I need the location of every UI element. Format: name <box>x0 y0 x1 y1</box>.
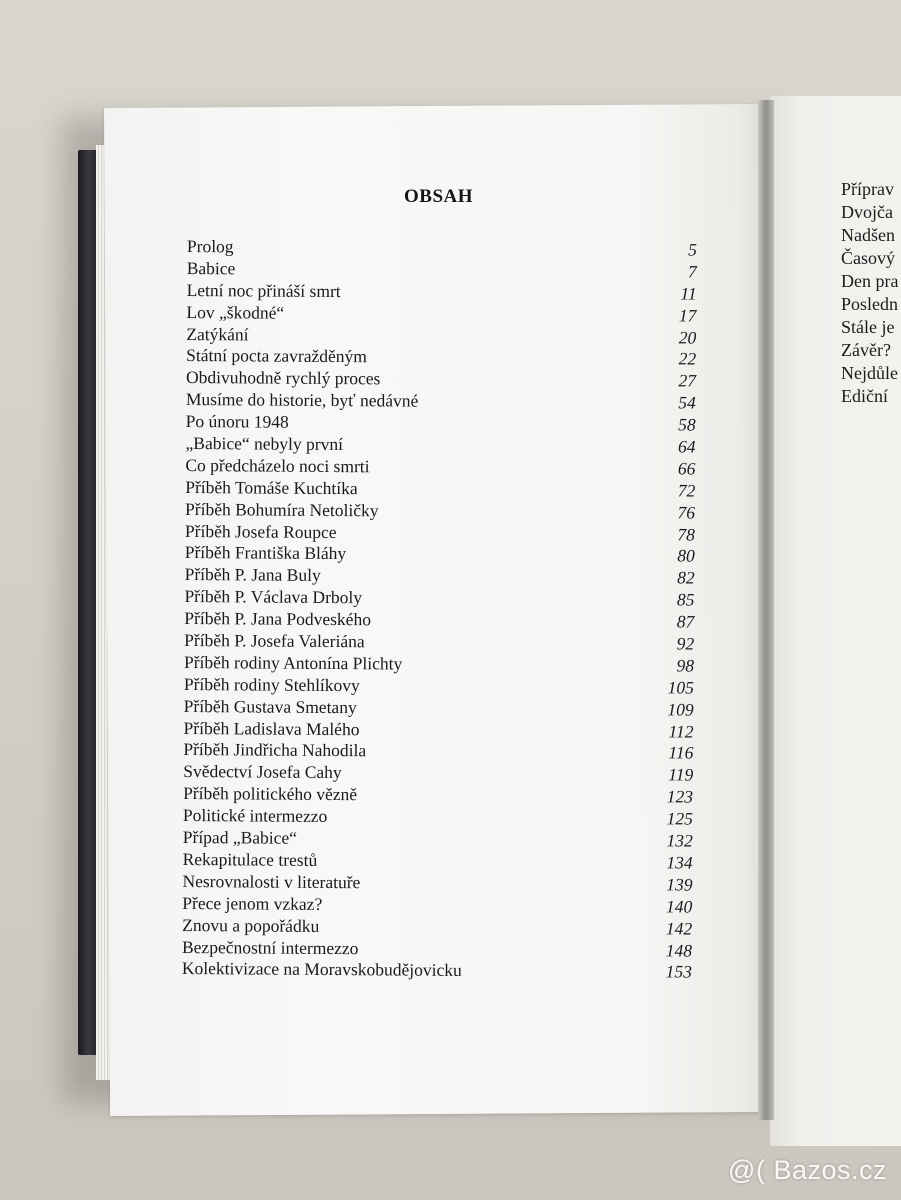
toc-entry-page-number: 125 <box>666 808 694 829</box>
toc-entry-page-number: 132 <box>666 830 693 851</box>
toc-entry-label: Prolog <box>186 236 234 257</box>
toc-entry-label: Příběh P. Josefa Valeriána <box>184 630 365 652</box>
toc-entry-page-number: 64 <box>677 436 696 457</box>
site-watermark: @( Bazos.cz <box>728 1155 887 1185</box>
book-gutter <box>758 100 774 1120</box>
toc-entry-label: Příběh Gustava Smetany <box>183 695 357 717</box>
toc-entry-label: Bezpečnostní intermezzo <box>181 936 359 958</box>
toc-entry-label: Rekapitulace trestů <box>182 848 318 870</box>
toc-entry-label: Obdivuhodně rychlý proces <box>185 367 381 389</box>
toc-entry-page-number: 17 <box>678 305 697 326</box>
toc-entry-page-number: 58 <box>678 414 696 435</box>
right-toc-entry: Dvojča <box>841 202 893 222</box>
toc-entry-page-number: 82 <box>677 567 695 588</box>
toc-entry-label: Co předcházelo noci smrti <box>185 454 370 477</box>
toc-entry-page-number: 148 <box>665 939 693 961</box>
toc-entry-page-number: 76 <box>677 502 696 523</box>
table-of-contents <box>182 236 697 984</box>
toc-entry-page-number: 66 <box>677 458 696 479</box>
toc-entry-page-number: 142 <box>665 917 693 939</box>
toc-entry-page-number: 109 <box>667 699 694 720</box>
toc-entry-page-number: 54 <box>678 392 696 413</box>
toc-entry-label: Přece jenom vzkaz? <box>182 892 323 914</box>
toc-entry-page-number: 72 <box>677 480 696 501</box>
toc-entry-label: Příběh Bohumíra Netoličky <box>185 498 379 521</box>
right-toc-entry: Příprav <box>841 179 894 199</box>
toc-entry-label: „Babice“ nebyly první <box>185 433 344 455</box>
toc-entry-label: Příběh Jindřicha Nahodila <box>183 739 367 761</box>
toc-entry-label: Příběh rodiny Stehlíkovy <box>183 673 360 696</box>
toc-entry-page-number: 123 <box>666 786 694 807</box>
right-toc-entry: Den pra <box>841 271 899 291</box>
toc-entry-label: Příběh rodiny Antonína Plichty <box>183 651 403 674</box>
toc-entry-label: Příběh politického vězně <box>183 783 358 805</box>
toc-entry-page-number: 78 <box>677 524 696 545</box>
toc-entry-page-number: 116 <box>668 742 694 764</box>
toc-entry-label: Příběh P. Václava Drboly <box>184 586 363 608</box>
toc-entry-label: Lov „škodné“ <box>186 301 285 323</box>
toc-entry-label: Příběh P. Jana Buly <box>184 564 321 586</box>
right-page-toc-fragment <box>841 178 901 408</box>
toc-entry-page-number: 119 <box>668 764 694 785</box>
toc-entry-page-number: 87 <box>676 611 695 632</box>
right-toc-entry: Časový <box>841 248 895 268</box>
toc-entry-page-number: 112 <box>668 720 694 742</box>
toc-entry-page-number: 5 <box>688 239 697 260</box>
toc-entry-label: Případ „Babice“ <box>182 827 298 848</box>
toc-entry-label: Zatýkání <box>186 323 249 344</box>
right-toc-entry: Ediční <box>841 386 888 406</box>
toc-entry-page-number: 22 <box>678 348 697 370</box>
toc-entry-label: Letní noc přináší smrt <box>186 279 341 301</box>
toc-entry-label: Příběh Františka Bláhy <box>184 542 347 564</box>
toc-title: OBSAH <box>404 186 474 207</box>
toc-entry-page-number: 80 <box>677 545 695 567</box>
right-toc-entry: Nejdůle <box>841 363 898 383</box>
toc-entry-page-number: 92 <box>676 633 695 654</box>
toc-entry-page-number: 27 <box>678 370 697 391</box>
toc-entry-label: Kolektivizace na Moravskobudějovicku <box>181 958 462 981</box>
toc-entry-page-number: 11 <box>680 283 697 304</box>
toc-entry-label: Znovu a popořádku <box>182 914 320 936</box>
toc-entry-label: Příběh P. Jana Podveského <box>184 608 372 630</box>
toc-entry-label: Po únoru 1948 <box>185 411 289 432</box>
toc-entry-page-number: 153 <box>665 961 692 982</box>
toc-entry <box>182 958 692 983</box>
toc-entry-page-number: 105 <box>667 677 694 698</box>
toc-entry-label: Příběh Josefa Roupce <box>184 520 337 542</box>
toc-entry-label: Příběh Tomáše Kuchtíka <box>185 476 358 498</box>
right-toc-entry: Posledn <box>841 294 899 314</box>
toc-entry-page-number: 85 <box>676 589 695 610</box>
toc-entry-page-number: 20 <box>678 326 697 348</box>
toc-entry-label: Babice <box>186 257 236 279</box>
toc-entry-label: Politické intermezzo <box>182 805 328 827</box>
toc-entry-page-number: 7 <box>687 261 697 282</box>
toc-entry-page-number: 98 <box>676 655 695 676</box>
toc-entry-page-number: 134 <box>666 852 693 873</box>
right-toc-entry: Nadšen <box>841 225 895 245</box>
toc-entry-label: Svědectví Josefa Cahy <box>183 761 342 783</box>
toc-entry-page-number: 139 <box>666 874 693 895</box>
book-spine <box>78 150 98 1055</box>
right-toc-entry: Závěr? <box>841 340 891 360</box>
toc-entry-label: Příběh Ladislava Malého <box>183 717 360 739</box>
right-toc-entry: Stále je <box>841 317 895 337</box>
toc-entry-label: Státní pocta zavražděným <box>186 345 367 367</box>
toc-entry-page-number: 140 <box>666 896 693 917</box>
toc-entry-label: Nesrovnalosti v literatuře <box>182 870 361 893</box>
toc-entry-label: Musíme do historie, byť nedávné <box>185 389 419 411</box>
